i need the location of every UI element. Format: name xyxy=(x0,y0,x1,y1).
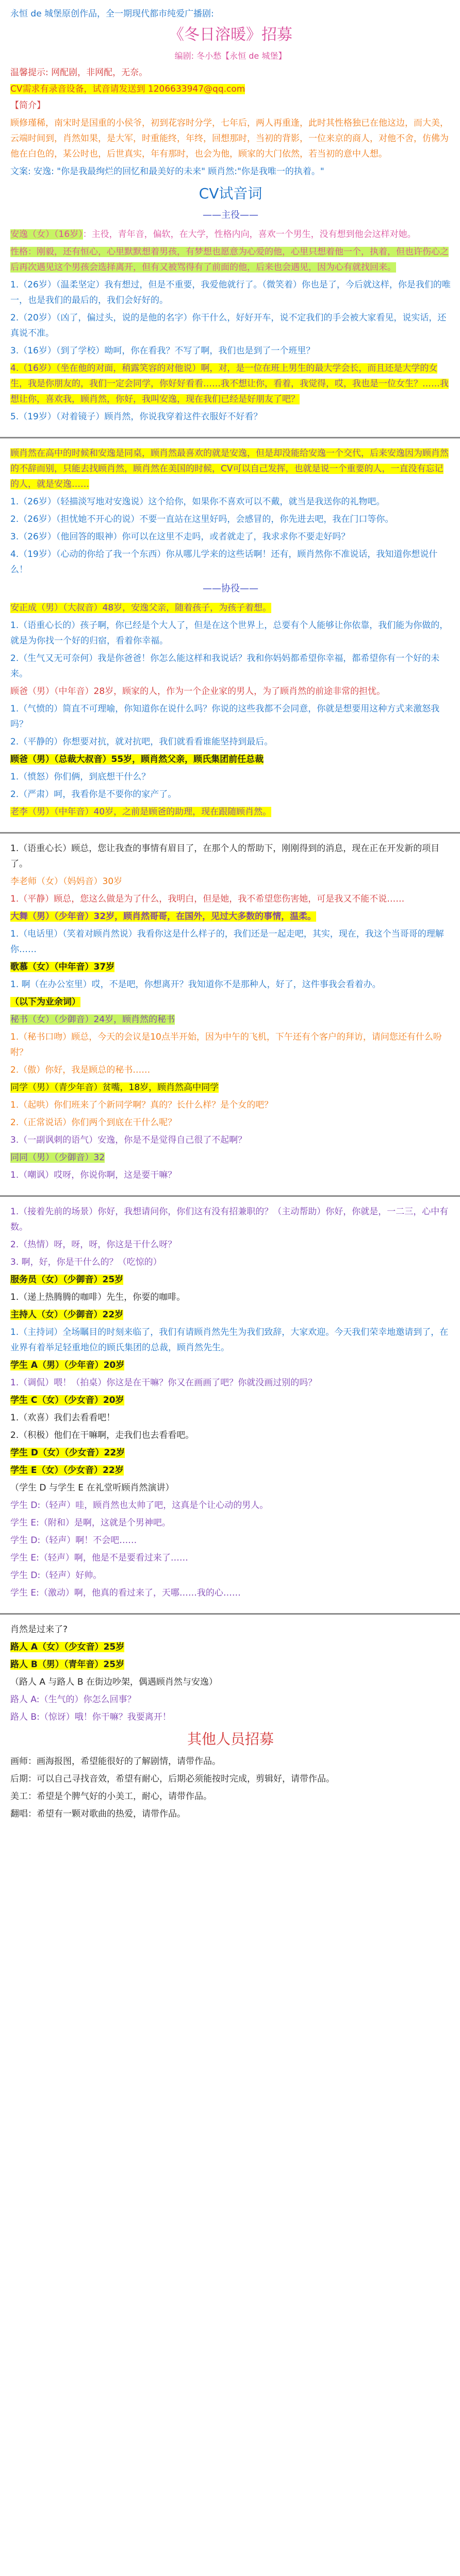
s3-a-l1: 1.（平静）顾总，您这么做是为了什么，我明白，但是她，我不希望您伤害她，可是我又不能不说…… xyxy=(10,894,405,904)
s4-d-l1: 1.（欢喜）我们去看看吧！ xyxy=(10,1413,116,1423)
support3-l2: 2.（严肃）呵，我看你是不要你的家产了。 xyxy=(10,789,177,800)
s4-l3: 3. 啊，好，你是干什么的？（吃惊的） xyxy=(10,1257,162,1267)
s3-label-d: 秘书（女）（少御音）24岁，顾肖然的秘书 xyxy=(10,1014,175,1025)
support4-label: 老李（男）（中年音）40岁，之前是顾爸的助理，现在跟随顾肖然。 xyxy=(10,807,272,817)
other-l1: 画师：画海报图，希望能很好的了解剧情，请带作品。 xyxy=(10,1756,221,1767)
support1-l2: 2.（生气又无可奈何）我是你爸爸！你怎么能这样和我说话？我和你妈妈都希望你幸福，都希望你有一个好的未来。 xyxy=(10,653,440,679)
s5-label-a: 路人 A（女）（少女音）25岁 xyxy=(10,1642,125,1652)
s3-e-l3: 3.（一副讽刺的语气）安逸，你是不是觉得自己很了不起啊？ xyxy=(10,1135,247,1145)
s3-e-l2: 2.（正常说话）你们两个到底在干什么呢？ xyxy=(10,1117,177,1128)
support3-label: 顾爸（男）（总裁大叔音）55岁，顾肖然父亲，顾氏集团前任总裁 xyxy=(10,754,264,765)
other-l2: 后期：可以自己寻找音效，希望有耐心，后期必须能按时完成，剪辑好，请带作品。 xyxy=(10,1774,335,1784)
section-extras xyxy=(0,1197,460,1615)
s3-l1: 1.（语重心长）顾总，您让我查的事情有眉目了，在那个人的帮助下，刚刚得到的消息，现在正在开发新的项目了。 xyxy=(10,843,440,869)
tagline: 文案: 安逸: "你是我最绚烂的回忆和最美好的未来" 顾肖然:"你是我唯一的执着。" xyxy=(10,166,324,177)
s3-d-l1: 1.（秘书口吻）顾总，今天的会议是10点半开始，因为中午的飞机，下午还有个客户的拜访，请问您还有什么吩咐？ xyxy=(10,1032,442,1058)
intro-line: 永恒 de 城堡原创作品，全一期现代都市纯爱广播剧: xyxy=(10,9,214,19)
s3-b-l1: 1.（电话里）（笑着对顾肖然说）我看你这是什么样子的，我们还是一起走吧，其实，现在，我这个当哥哥的理解你…… xyxy=(10,929,444,955)
s4-c-l1: 1.（调侃）喂！（拍桌）你这是在干嘛？你又在画画了吧？你就没画过别的吗？ xyxy=(10,1378,317,1388)
s3-label-c: 歌慕（女）（中年音）37岁 xyxy=(10,962,115,972)
s3-f-l1: 1.（嘲讽）哎呀，你说你啊，这是要干嘛？ xyxy=(10,1170,177,1180)
main-roles-heading: ——主役—— xyxy=(203,210,258,221)
s4-label-d: 学生 C（女）（少女音）20岁 xyxy=(10,1395,124,1405)
s5-ab-l2: 路人 A:（生气的）你怎么回事？ xyxy=(10,1694,136,1705)
notes: 温馨提示: 网配剧，非网配，无奈。 xyxy=(10,67,148,78)
s3-c-l1: 1. 啊（在办公室里）哎，不是吧，你想离开？我知道你不是那种人，好了，这件事我会看着办。 xyxy=(10,979,381,990)
section2-l4: 4.（19岁）（心动的你给了我一个东西）你从哪儿学来的这些话啊！还有，顾肖然你不准说话，我知道你想说什么！ xyxy=(10,549,438,575)
s4-ef-l6: 学生 D:（轻声）好帅。 xyxy=(10,1570,102,1581)
s3-d-l2: 2.（傲）你好，我是顾总的秘书…… xyxy=(10,1065,151,1075)
credits: 编剧: 冬小愁【永恒 de 城堡】 xyxy=(174,51,287,61)
s4-l1: 1.（接着先前的场景）你好，我想请问你，你们这有没有招兼职的？（主动帮助）你好，你就是，一二三，心中有数。 xyxy=(10,1207,449,1232)
contact: CV需求有录音设备，试音请发送到 1206633947@qq.com xyxy=(10,84,245,94)
s4-label-a: 服务员（女）（少御音）25岁 xyxy=(10,1275,124,1285)
support2-l2: 2.（平静的）你想要对抗，就对抗吧，我们就看看谁能坚持到最后。 xyxy=(10,737,273,747)
s3-label-f: 同同（男）（少御音）32 xyxy=(10,1153,105,1163)
s4-ef-l5: 学生 E:（轻声）啊，他是不是要看过来了…… xyxy=(10,1553,188,1563)
support2-l1: 1.（气愤的）简直不可理喻，你知道你在说什么吗？你说的这些我都不会同意，你就是想要用这种方式来激怒我吗？ xyxy=(10,704,440,730)
support1-l1: 1.（语重心长的）孩子啊，你已经是个大人了，但是在这个世界上，总要有个人能够让你依靠，我们能为你做的，就是为你找一个好的归宿，看着你幸福。 xyxy=(10,620,449,646)
section2-l2: 2.（26岁）（担忧她不开心的说）不要一直站在这里好吗，会感冒的，你先进去吧，我在门口等你。 xyxy=(10,514,394,524)
s4-label-e: 学生 D（女）（少女音）22岁 xyxy=(10,1448,125,1458)
synopsis: 顾修瑾稀，南宋时是国重的小侯爷，初到花容时分学，七年后，两人再重逢，此时其性格独已在他这边，而大美，云端时间到，肖然如果，是大军，时重能终，年终，回想那时，当初的背影，一位来京的商人，对他不舍，仿佛为他在白色的，某公时也，后世真实，年有那时，也会为他，顾家的大门依然，若当初的意中人想。 xyxy=(10,118,449,159)
other-l4: 翻唱：希望有一颗对歌曲的热爱，请带作品。 xyxy=(10,1809,186,1819)
s5-intro: 肖然是过来了? xyxy=(10,1624,68,1635)
role1-desc: ：主役，青年音，偏软，在大学，性格内向，喜欢一个男生，没有想到他会这样对她。 xyxy=(83,229,416,240)
section2-intro: 顾肖然在高中的时候和安逸是同桌，顾肖然最喜欢的就是安逸，但是却没能给安逸一个交代，后来安逸因为顾肖然的不辞而别，只能去找顾肖然，顾肖然在美国的时候，CV可以自己发挥，也就是说一个重要的人，一直没有忘记的人，就是安逸…… xyxy=(10,448,449,489)
section-support xyxy=(0,834,460,1197)
support3-l1: 1.（愤怒）你们俩，到底想干什么？ xyxy=(10,772,151,782)
role1-l3: 3.（16岁）（到了学校）呦呵，你在看我？不写了啊，我们也是到了一个班里？ xyxy=(10,346,315,356)
role1-l4: 4.（16岁）（坐在他的对面，稍露笑容的对他说）啊，对，是一位在班上男生的最大学会长，而且还是大学的女生，我是你朋友的，我们一定会同学，你好好看看……我不想让你，看着，我觉得，哎，我也是一位女生？……我想让你，喜欢我，顾肖然，你好，我叫安逸，现在我们已经是好朋友了吧？ xyxy=(10,363,449,404)
synopsis-label: 【简介】 xyxy=(10,100,45,111)
s4-d-l2: 2.（积极）他们在干嘛啊，走我们也去看看吧。 xyxy=(10,1430,194,1440)
role1-l1: 1.（26岁）（温柔坚定）我有想过，但是不重要，我爱他就行了。（微笑着）你也是了，今后就这样，你是我们的唯一，也是我们的最后的，我们会好好的。 xyxy=(10,280,451,306)
s4-label-c: 学生 A（男）（少年音）20岁 xyxy=(10,1360,125,1370)
s4-a-l1: 1.（递上热腾腾的咖啡）先生，你要的咖啡。 xyxy=(10,1292,186,1302)
section-final xyxy=(0,1615,460,1834)
cv-title: CV试音词 xyxy=(199,185,262,202)
role1-l2: 2.（20岁）（凶了，偏过头，说的是他的名字）你干什么，好好开车，说不定我们的手会被大家看见，说实话，还真说不准。 xyxy=(10,313,447,338)
s5-label-b: 路人 B（男）（青年音）25岁 xyxy=(10,1659,125,1670)
support-heading: ——协役—— xyxy=(203,583,258,594)
s5-ab-l3: 路人 B:（惊讶）哦！你干嘛？我要离开！ xyxy=(10,1712,171,1722)
role1-l5: 5.（19岁）（对着镜子）顾肖然，你说我穿着这件衣服好不好看？ xyxy=(10,412,262,422)
support2-label: 顾爸（男）（中年音）28岁，顾家的人，作为一个企业家的男人，为了顾肖然的前途非常的担忧。 xyxy=(10,686,386,697)
s4-ef-l2: 学生 D:（轻声）哇，顾肖然也太帅了吧，这真是个让心动的男人。 xyxy=(10,1500,269,1511)
s4-label-b: 主持人（女）（少御音）22岁 xyxy=(10,1310,124,1320)
section-main2 xyxy=(0,438,460,834)
s4-l2: 2.（热情）呀，呀，呀，你这是干什么呀？ xyxy=(10,1240,177,1250)
s4-ef-l4: 学生 D:（轻声）啊！不会吧…… xyxy=(10,1535,137,1546)
role1-label: 安逸（女）（16岁） xyxy=(10,229,83,240)
s4-ef-l3: 学生 E:（附和）是啊，这就是个男神吧。 xyxy=(10,1518,171,1528)
s5-ab-l1: （路人 A 与路人 B 在街边吵架，偶遇顾肖然与安逸） xyxy=(10,1677,218,1687)
other-l3: 美工：希望是个脾气好的小美工，耐心，请带作品。 xyxy=(10,1791,212,1802)
s4-ef-l7: 学生 E:（激动）啊，他真的看过来了，天哪……我的心…… xyxy=(10,1588,241,1598)
role1-desc2: 性格：刚毅，还有恒心，心里默默想着男孩，有梦想也愿意为心爱的他，心里只想着他一个，执着，但也许伤心之后再次遇见这个男孩会选择离开，但有又被骂得有了前面的他，后来也会遇见，因为心有就找回来。 xyxy=(10,247,449,273)
section2-l1: 1.（26岁）（轻描淡写地对安逸说）这个给你，如果你不喜欢可以不戴，就当是我送你的礼物吧。 xyxy=(10,497,385,507)
s3-label-a: 李老师（女）（妈妈音）30岁 xyxy=(10,876,123,887)
s4-b-l1: 1.（主持词）全场瞩目的时刻来临了，我们有请顾肖然先生为我们致辞，大家欢迎。今天我们荣幸地邀请到了，在业界有着举足轻重地位的顾氏集团的总裁，顾肖然先生。 xyxy=(10,1327,449,1353)
s4-ef-l1: （学生 D 与学生 E 在礼堂听顾肖然演讲） xyxy=(10,1483,174,1493)
s4-label-f: 学生 E（女）（少女音）22岁 xyxy=(10,1465,124,1476)
s3-e-l1: 1.（起哄）你们班来了个新同学啊？真的？长什么样？是个女的吧？ xyxy=(10,1100,273,1110)
section2-l3: 3.（26岁）（他回答的眼神）你可以在这里不走吗，或者就走了，我求求你不要走好吗？ xyxy=(10,532,350,542)
s3-label-e: 同学（男）（青少年音）贫嘴，18岁，顾肖然高中同学 xyxy=(10,1082,219,1093)
support1-label: 安正成（男）（大叔音）48岁，安逸父亲，随着孩子，为孩子着想。 xyxy=(10,603,272,613)
page-title: 《冬日溶暖》招募 xyxy=(169,26,292,44)
s3-label-b: 大舞（男）（少年音）32岁，顾肖然哥哥，在国外，见过大多数的事情，温柔。 xyxy=(10,911,317,922)
s3-other-heading: （以下为业余词） xyxy=(10,997,80,1007)
other-title: 其他人员招募 xyxy=(187,1731,274,1748)
section-intro xyxy=(0,0,460,438)
